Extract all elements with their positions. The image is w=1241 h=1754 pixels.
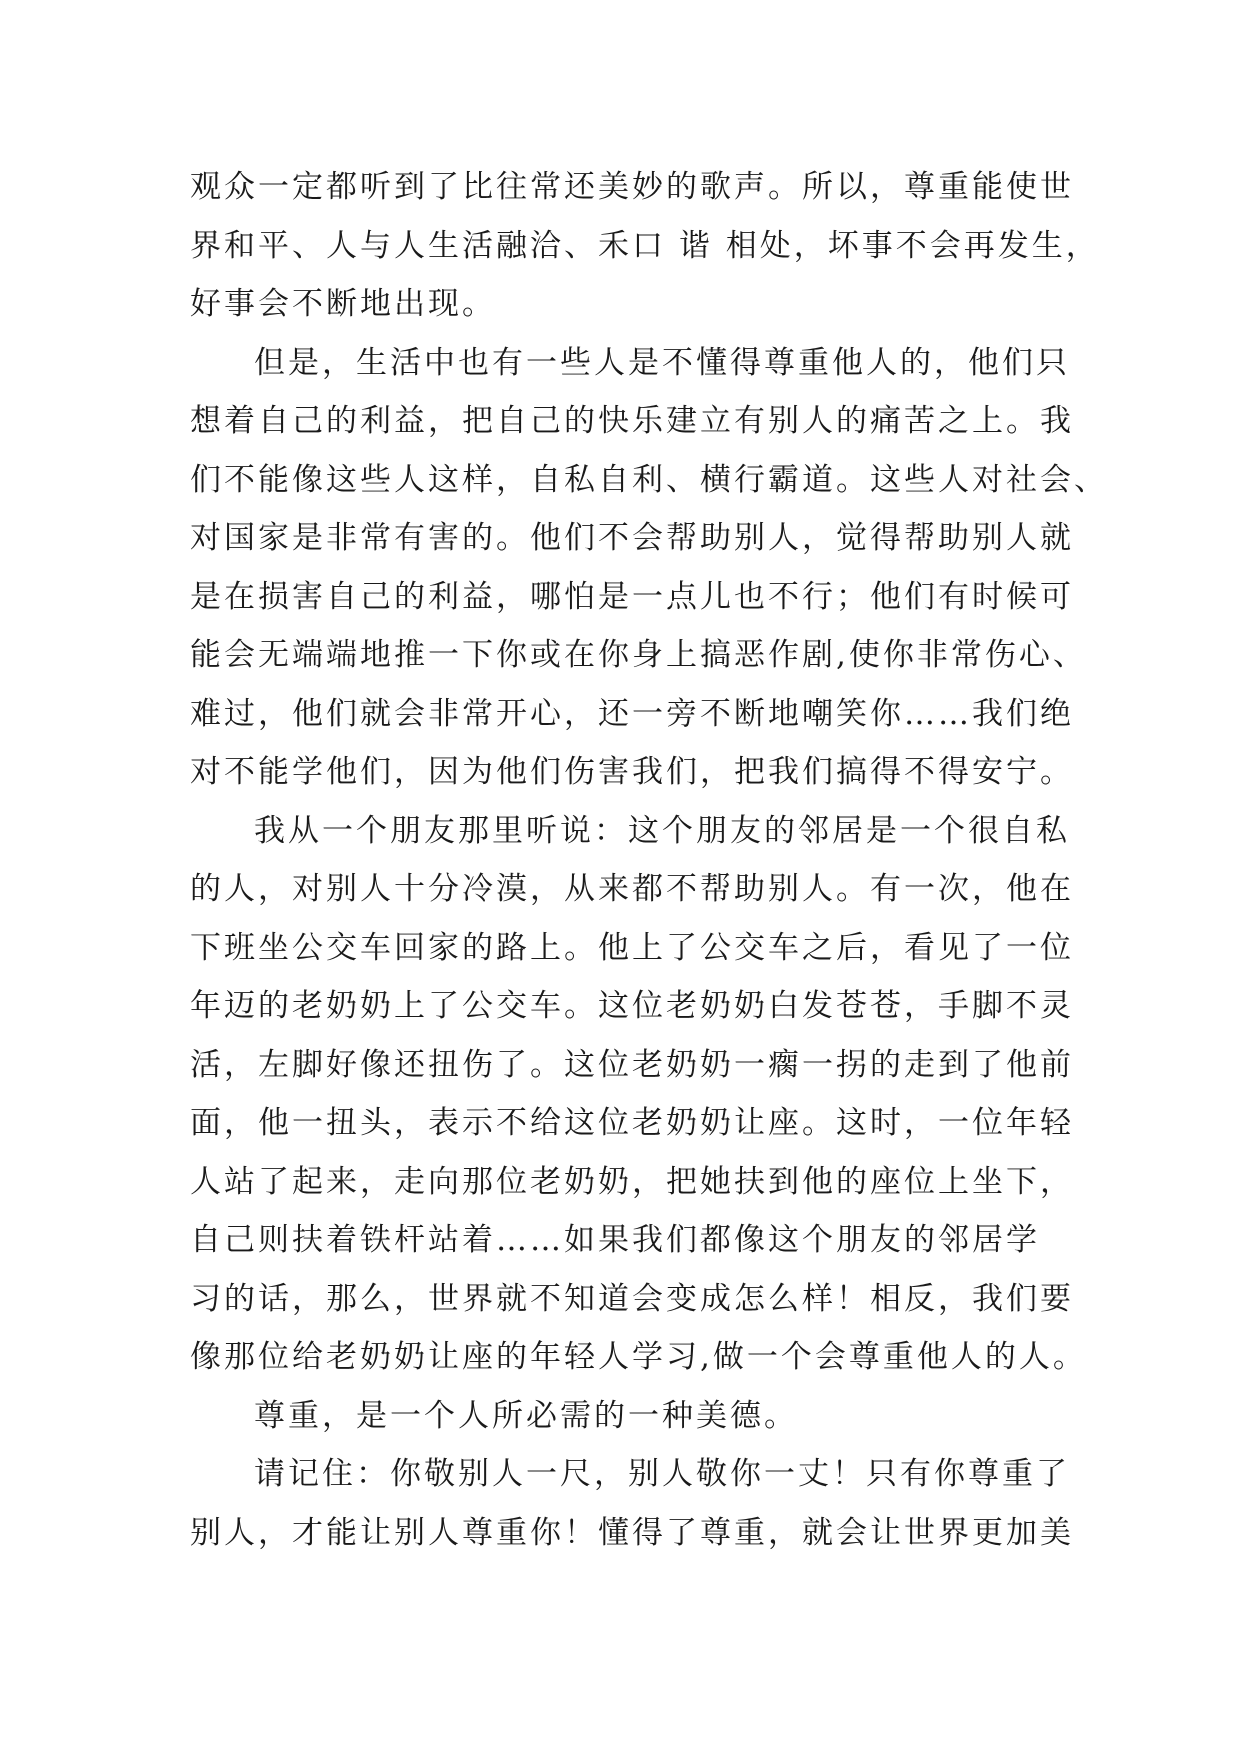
text-line: 观众一定都听到了比往常还美妙的歌声。所以，尊重能使世 [190,169,1074,205]
text-line: 下班坐公交车回家的路上。他上了公交车之后，看见了一位 [190,929,1074,966]
text-line: 人站了起来，走向那位老奶奶，把她扶到他的座位上坐下， [190,1163,1074,1200]
text-line: 对国家是非常有害的。他们不会帮助别人，觉得帮助别人就 [190,520,1074,556]
body-text [190,158,1108,1562]
paragraph-start-line: 我从一个朋友那里听说：这个朋友的邻居是一个很自私 [254,812,1070,849]
paragraph-start-line: 但是，生活中也有一些人是不懂得尊重他人的，他们只 [254,344,1070,381]
text-line: 难过，他们就会非常开心，还一旁不断地嘲笑你……我们绝 [190,695,1074,732]
text-line: 自己则扶着铁杆站着……如果我们都像这个朋友的邻居学 [190,1222,1040,1258]
text-line: 别人，才能让别人尊重你！懂得了尊重，就会让世界更加美 [190,1514,1074,1551]
text-line: 活，左脚好像还扭伤了。这位老奶奶一瘸一拐的走到了他前 [190,1046,1074,1083]
text-line: 习的话，那么，世界就不知道会变成怎么样！相反，我们要 [190,1280,1074,1317]
text-line: 对不能学他们，因为他们伤害我们，把我们搞得不得安宁。 [190,754,1074,790]
text-line: 们不能像这些人这样，自私自利、横行霸道。这些人对社会、 [190,461,1108,498]
text-line: 界和平、人与人生活融洽、禾口 谐 相处，坏事不会再发生， [190,227,1100,264]
text-line: 面，他一扭头，表示不给这位老奶奶让座。这时，一位年轻 [190,1105,1074,1141]
text-line: 好事会不断地出现。 [190,286,496,322]
text-line: 是在损害自己的利益，哪怕是一点儿也不行；他们有时候可 [190,578,1074,615]
paragraph-start-line: 尊重，是一个人所必需的一种美德。 [254,1397,798,1434]
text-line: 想着自己的利益，把自己的快乐建立有别人的痛苦之上。我 [190,403,1074,439]
text-line: 的人，对别人十分冷漠，从来都不帮助别人。有一次，他在 [190,871,1074,907]
text-line: 能会无端端地推一下你或在你身上搞恶作剧,使你非常伤心、 [190,637,1087,673]
paragraph-start-line: 请记住：你敬别人一尺，别人敬你一丈！只有你尊重了 [254,1456,1070,1492]
text-line: 像那位给老奶奶让座的年轻人学习,做一个会尊重他人的人。 [190,1339,1087,1375]
text-line: 年迈的老奶奶上了公交车。这位老奶奶白发苍苍，手脚不灵 [190,988,1074,1024]
